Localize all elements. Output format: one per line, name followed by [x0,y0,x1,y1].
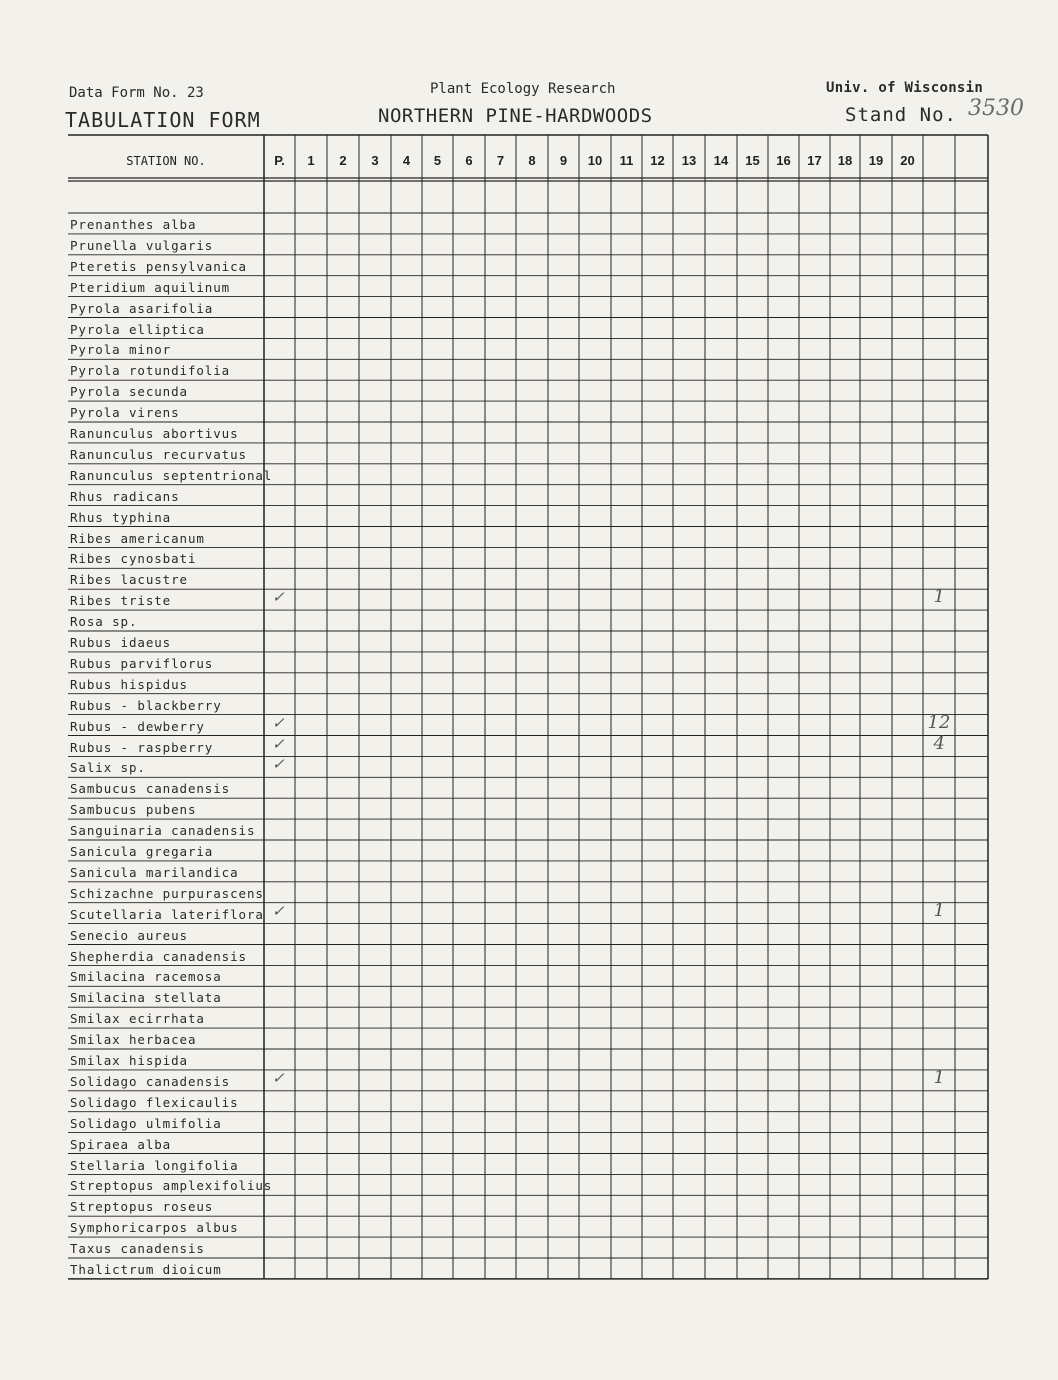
species-name: Pyrola virens [70,405,180,421]
tally-total: 4 [933,732,945,754]
species-name: Shepherdia canadensis [70,948,247,964]
presence-check: ✓ [272,588,285,607]
species-name: Solidago canadensis [70,1073,231,1089]
species-name: Ranunculus recurvatus [70,446,247,462]
species-name: Schizachne purpurascens [70,885,264,901]
station-column-19: 19 [868,153,884,168]
stand-label: Stand No. [845,104,957,126]
species-name: Sambucus canadensis [70,781,231,797]
form-title: TABULATION FORM [65,108,261,132]
species-name: Pyrola asarifolia [70,300,214,316]
species-name: Ranunculus septentrional [70,467,273,483]
species-name: Streptopus roseus [70,1199,214,1215]
station-header: STATION NO. [126,154,206,168]
species-name: Thalictrum dioicum [70,1262,222,1277]
species-name: Pyrola elliptica [70,321,205,337]
species-name: Ribes cynosbati [70,551,197,567]
station-column-10: 10 [587,153,603,168]
station-column-12: 12 [650,153,665,168]
station-column-1: 1 [307,153,315,168]
species-name: Pyrola minor [70,342,172,358]
species-name: Solidago flexicaulis [70,1094,239,1110]
species-name: Ribes americanum [70,530,205,546]
species-name: Rubus parviflorus [70,655,214,671]
station-column-8: 8 [528,153,536,168]
organization: Plant Ecology Research [430,81,616,97]
species-name: Smilax ecirrhata [70,1011,205,1027]
station-column-3: 3 [371,153,379,168]
presence-header: P. [274,153,285,168]
species-name: Ribes lacustre [70,572,188,588]
tally-total: 1 [933,586,945,608]
station-column-13: 13 [681,153,697,168]
species-name: Solidago ulmifolia [70,1115,222,1131]
station-column-4: 4 [402,153,411,168]
column-headers [126,153,914,168]
species-name: Pyrola rotundifolia [70,363,231,379]
species-name: Pteretis pensylvanica [70,258,247,274]
species-name: Sanicula gregaria [70,844,214,859]
station-column-9: 9 [559,153,568,168]
species-name: Rubus hispidus [70,676,188,692]
species-name: Rhus radicans [70,488,180,504]
station-column-6: 6 [465,153,473,168]
station-column-5: 5 [433,153,442,168]
species-name: Streptopus amplexifolius [70,1178,273,1194]
station-column-11: 11 [619,153,634,168]
species-name: Rubus - blackberry [70,697,222,713]
species-name: Spiraea alba [70,1136,172,1152]
tally-total: 12 [927,711,951,733]
community-title: NORTHERN PINE-HARDWOODS [378,105,653,127]
species-name: Prenanthes alba [70,217,197,232]
tally-total: 1 [933,899,945,921]
species-name: Ribes triste [70,593,172,609]
species-name: Scutellaria lateriflora [70,906,264,922]
presence-check: ✓ [272,755,285,774]
form-number: Data Form No. 23 [69,85,204,101]
station-column-17: 17 [807,153,822,168]
species-name: Rhus typhina [70,509,172,525]
presence-check: ✓ [272,734,285,753]
station-column-7: 7 [496,153,505,168]
presence-check: ✓ [272,713,285,732]
species-name: Salix sp. [70,760,146,776]
station-column-14: 14 [713,153,729,168]
species-name: Sanguinaria canadensis [70,823,256,839]
species-name: Rosa sp. [70,614,138,630]
species-name: Ranunculus abortivus [70,426,239,441]
species-name: Prunella vulgaris [70,237,214,253]
species-name: Taxus canadensis [70,1241,205,1257]
station-column-2: 2 [339,153,347,168]
species-name: Pteridium aquilinum [70,279,231,295]
species-name: Sanicula marilandica [70,864,239,880]
station-column-16: 16 [776,153,791,168]
station-column-18: 18 [837,153,853,168]
species-name: Sambucus pubens [70,802,197,818]
species-name: Pyrola secunda [70,384,188,400]
species-name: Smilacina racemosa [70,969,222,985]
station-column-20: 20 [900,153,915,168]
species-name: Smilax hispida [70,1053,188,1068]
university: Univ. of Wisconsin [826,80,984,96]
species-name: Symphoricarpos albus [70,1220,239,1236]
tally-total: 1 [933,1066,945,1088]
presence-check: ✓ [272,901,285,920]
species-name: Rubus - raspberry [70,739,214,755]
station-column-15: 15 [745,153,760,168]
species-name: Rubus - dewberry [70,718,205,734]
stand-number: 3530 [968,96,1024,121]
species-name: Senecio aureus [70,927,188,943]
species-name: Smilax herbacea [70,1032,197,1048]
species-name: Stellaria longifolia [70,1157,239,1173]
species-name: Rubus idaeus [70,635,172,650]
presence-check: ✓ [272,1068,285,1087]
species-name: Smilacina stellata [70,990,222,1006]
